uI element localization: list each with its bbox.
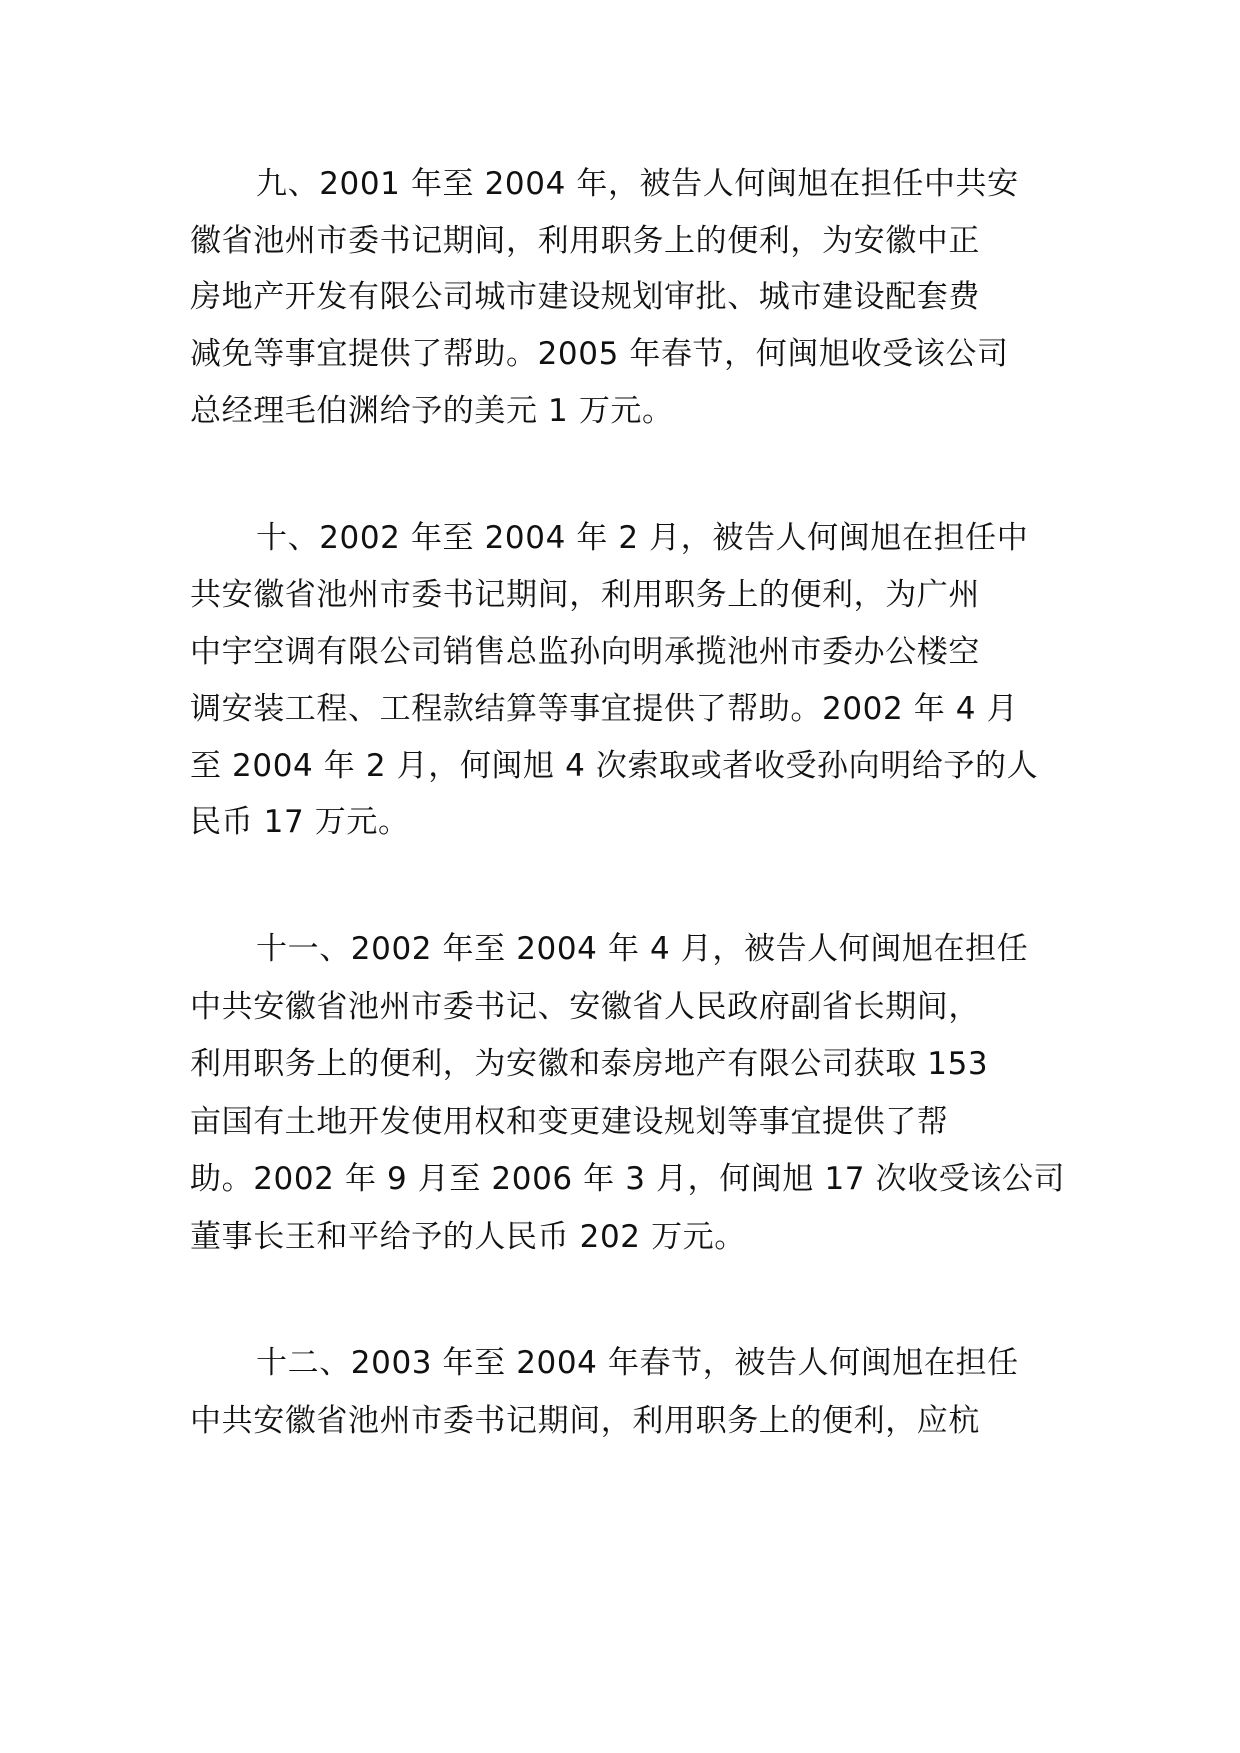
text-line: 十、2002 年至 2004 年 2 月，被告人何闽旭在担任中 — [256, 520, 1029, 556]
text-line: 中宇空调有限公司销售总监孙向明承揽池州市委办公楼空 — [190, 634, 980, 670]
text-line: 九、2001 年至 2004 年，被告人何闽旭在担任中共安 — [256, 166, 1019, 202]
text-line: 利用职务上的便利，为安徽和泰房地产有限公司获取 153 — [190, 1046, 989, 1082]
text-line: 中共安徽省池州市委书记期间，利用职务上的便利，应杭 — [190, 1403, 980, 1439]
text-line: 共安徽省池州市委书记期间，利用职务上的便利，为广州 — [190, 577, 980, 613]
text-line: 调安装工程、工程款结算等事宜提供了帮助。2002 年 4 月 — [190, 691, 1019, 727]
text-line: 至 2004 年 2 月，何闽旭 4 次索取或者收受孙向明给予的人 — [190, 748, 1039, 784]
text-line: 减免等事宜提供了帮助。2005 年春节，何闽旭收受该公司 — [190, 336, 1009, 372]
text-line: 民币 17 万元。 — [190, 804, 410, 840]
text-line: 亩国有土地开发使用权和变更建设规划等事宜提供了帮 — [190, 1104, 949, 1140]
text-line: 徽省池州市委书记期间，利用职务上的便利，为安徽中正 — [190, 223, 980, 259]
text-line: 总经理毛伯渊给予的美元 1 万元。 — [190, 393, 674, 429]
text-line: 助。2002 年 9 月至 2006 年 3 月，何闽旭 17 次收受该公司 — [190, 1161, 1066, 1197]
text-line: 董事长王和平给予的人民币 202 万元。 — [190, 1219, 746, 1255]
text-line: 房地产开发有限公司城市建设规划审批、城市建设配套费 — [190, 279, 980, 315]
text-line: 中共安徽省池州市委书记、安徽省人民政府副省长期间， — [190, 989, 980, 1025]
text-line: 十二、2003 年至 2004 年春节，被告人何闽旭在担任 — [256, 1345, 1019, 1381]
text-line: 十一、2002 年至 2004 年 4 月，被告人何闽旭在担任 — [256, 931, 1029, 967]
